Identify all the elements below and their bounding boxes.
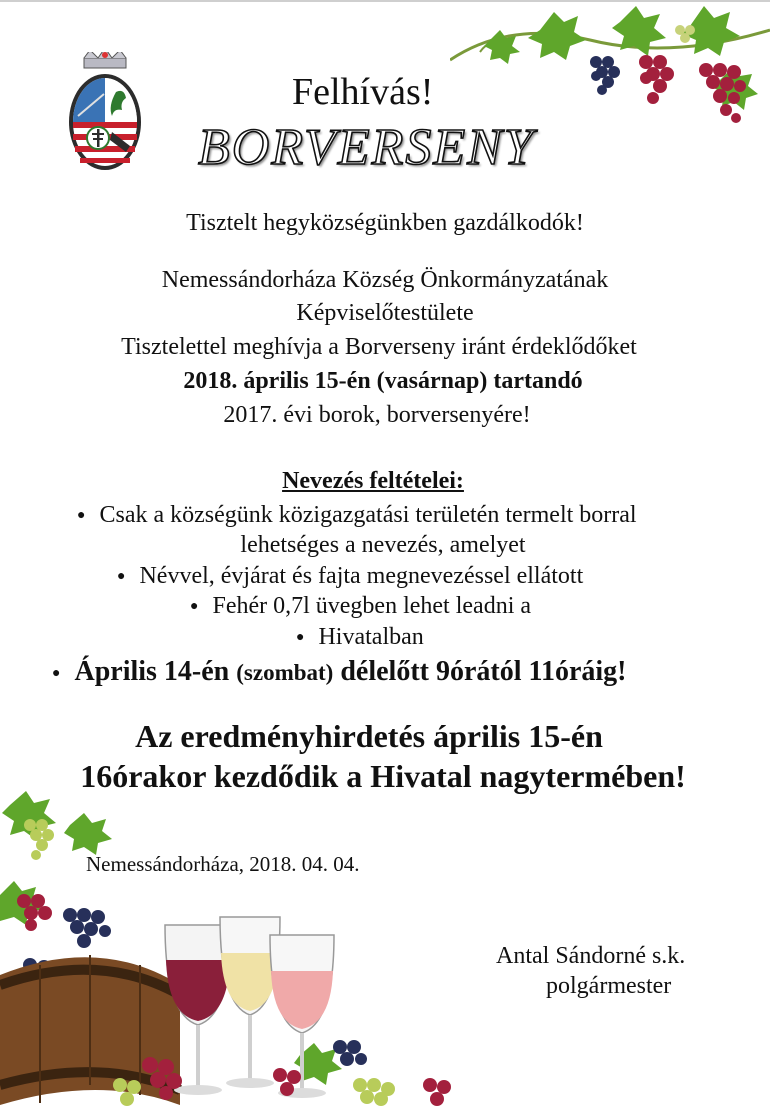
announcement-line-2: 16órakor kezdődik a Hivatal nagytermében! xyxy=(80,758,686,794)
greeting: Tisztelt hegyközségünkben gazdálkodók! xyxy=(186,210,584,236)
bullet-icon: ● xyxy=(296,630,305,646)
wine-barrel-glasses-decoration-icon xyxy=(0,785,460,1120)
body-line-3: Tisztelettel meghívja a Borverseny iránt érdeklődőket xyxy=(121,334,637,360)
condition-item-continued: lehetséges a nevezés, amelyet xyxy=(240,532,526,558)
signature-name: Antal Sándorné s.k. xyxy=(496,943,686,969)
condition-item: ● Névvel, évjárat és fajta megnevezéssel ellátott xyxy=(117,563,584,589)
wine-year-line: 2017. évi borok, borversenyére! xyxy=(223,402,531,428)
event-title: BORVERSENY xyxy=(198,119,535,176)
conditions-heading: Nevezés feltételei: xyxy=(282,468,464,494)
coat-of-arms-icon xyxy=(64,52,146,174)
event-date: 2018. április 15-én (vasárnap) tartandó xyxy=(183,368,583,394)
bullet-icon: ● xyxy=(117,569,126,585)
bullet-icon: ● xyxy=(190,599,199,615)
place-and-date: Nemessándorháza, 2018. 04. 04. xyxy=(86,852,360,876)
signature-title: polgármester xyxy=(546,973,672,999)
submission-deadline: ● Április 14-én (szombat) délelőtt 9órától 11óráig! xyxy=(52,656,627,687)
bullet-icon: ● xyxy=(52,665,61,681)
announcement-line-1: Az eredményhirdetés április 15-én xyxy=(135,718,603,754)
body-line-1: Nemessándorháza Község Önkormányzatának xyxy=(161,267,609,293)
condition-item: ● Hivatalban xyxy=(296,624,424,650)
page-title: Felhívás! xyxy=(292,71,434,113)
bullet-icon: ● xyxy=(77,508,86,524)
condition-item: ● Csak a községünk közigazgatási területén termelt borral xyxy=(77,502,637,528)
condition-item: ● Fehér 0,7l üvegben lehet leadni a xyxy=(190,593,532,619)
body-line-2: Képviselőtestülete xyxy=(296,300,474,326)
